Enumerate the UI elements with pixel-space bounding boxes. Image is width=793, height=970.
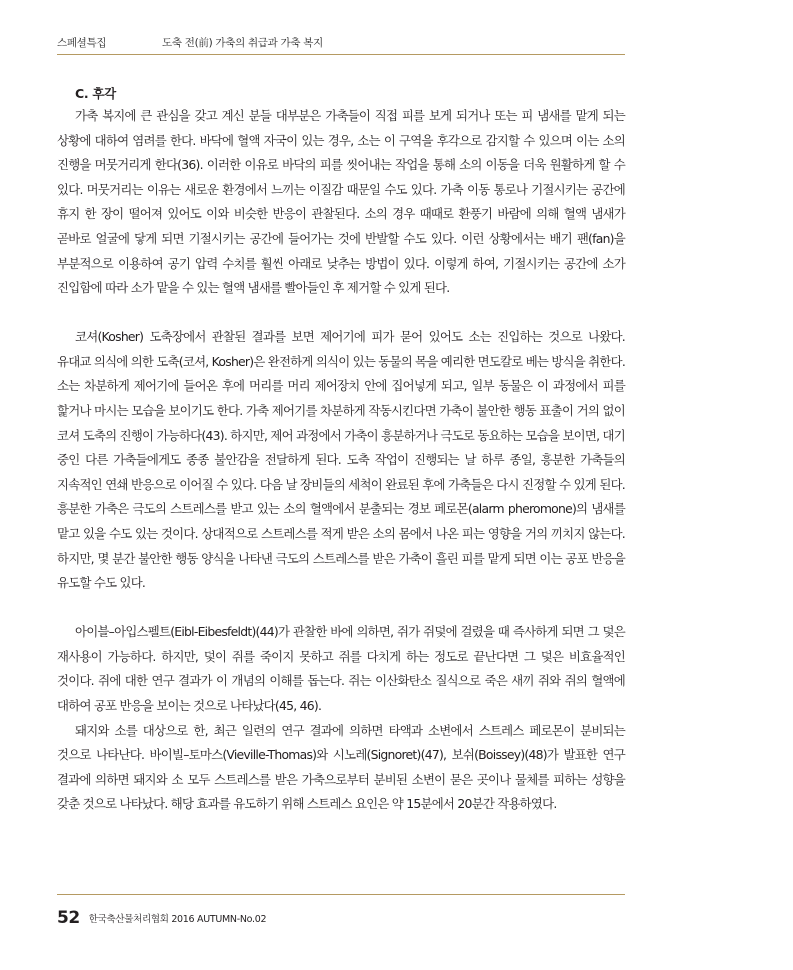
footer-rule	[57, 894, 625, 895]
body-paragraph: 아이블–아입스펠트(Eibl-Eibesfeldt)(44)가 관찰한 바에 의하면, 쥐가 쥐덫에 걸렸을 때 즉사하게 되면 그 덫은 재사용이 가능하다. 하지만, 덫이 쥐를 죽이지 못하고 쥐를 다치게 하는 정도로 끝난다면 그 덫은 비효율적인 것이다. 쥐에 대한 연구 결과가 이 개념의 이해를 돕는다. 쥐는 이산화탄소 질식으로 죽은 새끼 쥐와 쥐의 혈액에 대하여 공포 반응을 보이는 것으로 나타났다(45, 46).	[57, 624, 625, 714]
header-article-title: 도축 전(前) 가축의 취급과 가축 복지	[162, 37, 323, 49]
body-paragraph: 가축 복지에 큰 관심을 갖고 계신 분들 대부분은 가축들이 직접 피를 보게 되거나 또는 피 냄새를 맡게 되는 상황에 대하여 염려를 한다. 바닥에 혈액 자국이 있는 경우, 소는 이 구역을 후각으로 감지할 수 있으며 이는 소의 진행을 머뭇거리게 한다(36). 이러한 이유로 바닥의 피를 씻어내는 작업을 통해 소의 이동을 더욱 원활하게 할 수 있다. 머뭇거리는 이유는 새로운 환경에서 느끼는 이질감 때문일 수도 있다. 가축 이동 통로나 기절시키는 공간에 휴지 한 장이 떨어져 있어도 이와 비슷한 반응이 관찰된다. 소의 경우 때때로 환풍기 바람에 의해 혈액 냄새가 곧바로 얼굴에 닿게 되면 기절시키는 공간에 들어가는 것에 반발할 수도 있다. 이런 상황에서는 배기 팬(fan)을 부분적으로 이용하여 공기 압력 수치를 훨씬 아래로 낮추는 방법이 있다. 이렇게 하여, 기절시키는 공간에 소가 진입함에 따라 소가 맡을 수 있는 혈액 냄새를 빨아들인 후 제거할 수 있게 된다.	[57, 108, 625, 296]
section-heading: C. 후각	[75, 86, 116, 101]
body-paragraph: 코셔(Kosher) 도축장에서 관찰된 결과를 보면 제어기에 피가 묻어 있어도 소는 진입하는 것으로 나왔다. 유대교 의식에 의한 도축(코셔, Kosher)은 완전하게 의식이 있는 동물의 목을 예리한 면도칼로 베는 방식을 취한다. 소는 차분하게 제어기에 들어온 후에 머리를 머리 제어장치 안에 집어넣게 되고, 일부 동물은 이 과정에서 피를 핥거나 마시는 모습을 보이기도 한다. 가축 제어기를 차분하게 작동시킨다면 가축이 불안한 행동 표출이 거의 없이 코셔 도축의 진행이 가능하다(43). 하지만, 제어 과정에서 가축이 흥분하거나 극도로 동요하는 모습을 보이면, 대기 중인 다른 가축들에게도 종종 불안감을 전달하게 된다. 도축 작업이 진행되는 날 하루 종일, 흥분한 가축들의 지속적인 연쇄 반응으로 이어질 수 있다. 다음 날 장비들의 세척이 완료된 후에 가축들은 다시 진정할 수 있게 된다. 흥분한 가축은 극도의 스트레스를 받고 있는 소의 혈액에서 분출되는 경보 페로몬(alarm pheromone)의 냄새를 맡고 있을 수도 있는 것이다. 상대적으로 스트레스를 적게 받은 소의 몸에서 나온 피는 영향을 거의 끼치지 않는다. 하지만, 몇 분간 불안한 행동 양식을 나타낸 극도의 스트레스를 받은 가축이 흘린 피를 맡게 되면 이는 공포 반응을 유도할 수도 있다.	[57, 329, 626, 591]
paragraph-spacer	[57, 301, 625, 326]
publication-info: 한국축산물처리협회 2016 AUTUMN-No.02	[88, 914, 267, 925]
header-section-label: 스페셜특집	[57, 37, 107, 49]
body-paragraph: 돼지와 소를 대상으로 한, 최근 일련의 연구 결과에 의하면 타액과 소변에서 스트레스 페로몬이 분비되는 것으로 나타난다. 바이빌–토마스(Vieville-Thomas)와 시노레(Signoret)(47), 보쉬(Boissey)(48)가 발표한 연구 결과에 의하면 돼지와 소 모두 스트레스를 받은 가축으로부터 분비된 소변이 묻은 곳이나 물체를 피하는 성향을 갖춘 것으로 나타났다. 해당 효과를 유도하기 위해 스트레스 요인은 약 15분에서 20분간 작용하였다.	[57, 722, 625, 812]
page-number: 52	[57, 908, 80, 928]
page-footer	[57, 908, 266, 928]
article-body	[57, 84, 625, 817]
running-header	[57, 35, 625, 49]
header-rule	[57, 54, 625, 55]
paragraph-spacer	[57, 596, 625, 621]
